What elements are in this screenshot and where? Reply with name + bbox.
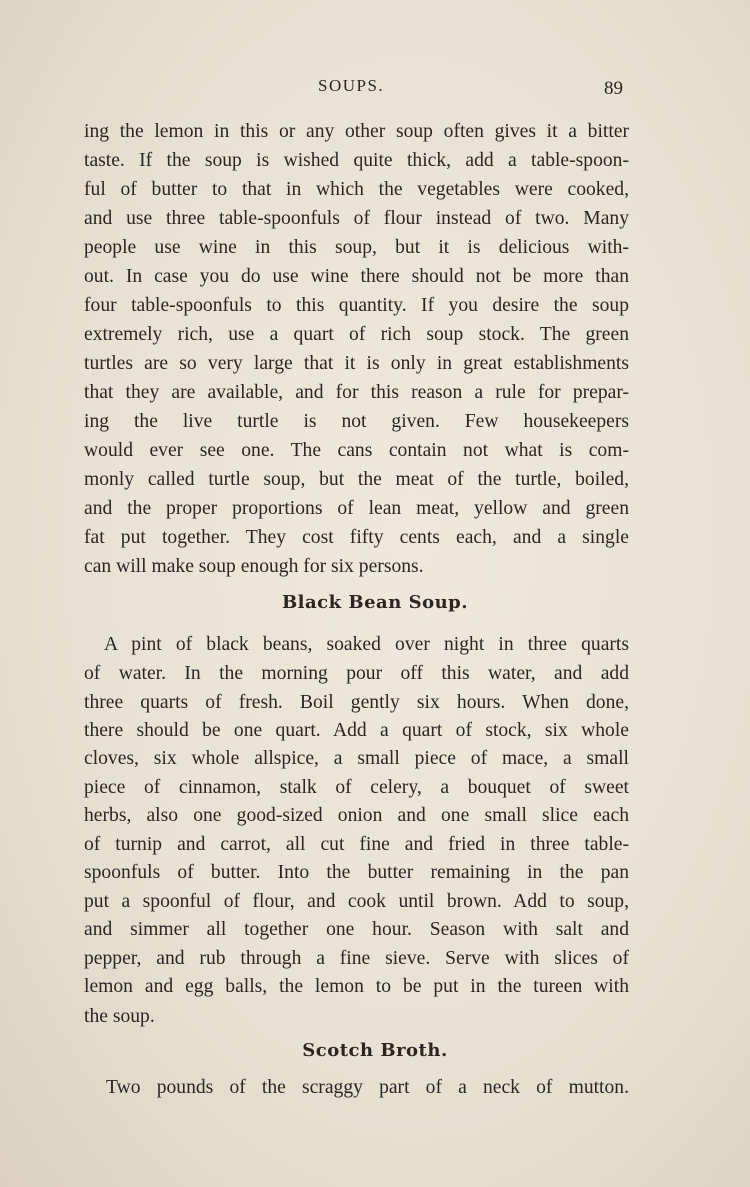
text-line: ing the lemon in this or any other soup often gives it a bitter <box>84 121 629 142</box>
text-line: and the proper proportions of lean meat, yellow and green <box>84 498 629 519</box>
text-line: put a spoonful of flour, and cook until brown. Add to soup, <box>84 891 629 912</box>
text-line: the soup. <box>84 1006 155 1027</box>
text-line: of turnip and carrot, all cut fine and fried in three table- <box>84 834 629 855</box>
text-line: monly called turtle soup, but the meat of the turtle, boiled, <box>84 469 629 490</box>
text-line: four table-spoonfuls to this quantity. If you desire the soup <box>84 295 629 316</box>
text-line: pepper, and rub through a fine sieve. Serve with slices of <box>84 948 629 969</box>
text-line: that they are available, and for this reason a rule for prepar- <box>84 382 629 403</box>
section-heading: Scotch Broth. <box>302 1040 448 1061</box>
text-line: and simmer all together one hour. Season with salt and <box>84 919 629 940</box>
text-line: A pint of black beans, soaked over night in three quarts <box>104 634 629 655</box>
text-line: people use wine in this soup, but it is delicious with- <box>84 237 629 258</box>
page-number: 89 <box>604 78 623 99</box>
text-line: ing the live turtle is not given. Few housekeepers <box>84 411 629 432</box>
section-heading: Black Bean Soup. <box>281 592 469 613</box>
text-line: extremely rich, use a quart of rich soup stock. The green <box>84 324 629 345</box>
text-line: of water. In the morning pour off this water, and add <box>84 663 629 684</box>
text-line: piece of cinnamon, stalk of celery, a bouquet of sweet <box>84 777 629 798</box>
running-head: SOUPS. <box>318 76 385 95</box>
text-line: fat put together. They cost fifty cents each, and a single <box>84 527 629 548</box>
text-line: can will make soup enough for six persons. <box>84 556 424 577</box>
text-line: cloves, six whole allspice, a small piece of mace, a small <box>84 748 629 769</box>
text-line: herbs, also one good-sized onion and one small slice each <box>84 805 629 826</box>
text-line: and use three table-spoonfuls of flour instead of two. Many <box>84 208 629 229</box>
text-line: Two pounds of the scraggy part of a neck of mutton. <box>106 1077 629 1098</box>
text-line: would ever see one. The cans contain not what is com- <box>84 440 629 461</box>
text-line: there should be one quart. Add a quart of stock, six whole <box>84 720 629 741</box>
text-line: turtles are so very large that it is only in great establishments <box>84 353 629 374</box>
text-line: three quarts of fresh. Boil gently six hours. When done, <box>84 692 629 713</box>
text-line: lemon and egg balls, the lemon to be put in the tureen with <box>84 976 629 997</box>
text-line: taste. If the soup is wished quite thick, add a table-spoon- <box>84 150 629 171</box>
text-line: out. In case you do use wine there should not be more than <box>84 266 629 287</box>
text-line: ful of butter to that in which the vegetables were cooked, <box>84 179 629 200</box>
text-line: spoonfuls of butter. Into the butter remaining in the pan <box>84 862 629 883</box>
page-header <box>0 72 750 102</box>
